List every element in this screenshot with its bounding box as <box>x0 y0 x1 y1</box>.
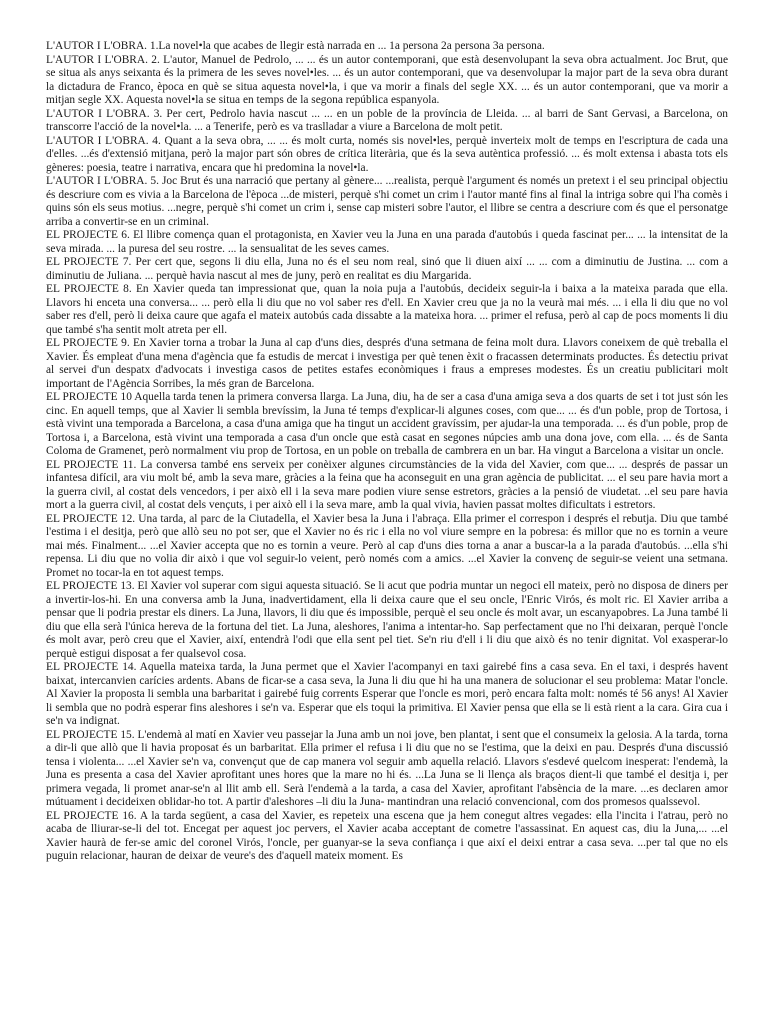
paragraph-projecte-12: EL PROJECTE 12. Una tarda, al parc de la Ciutadella, el Xavier besa la Juna i l'abraça. Ella primer el correspon i després el rebutja. Diu que també l'estima i el desitja, però que allò seu no pot ser, que el Xavier no és ric i ella no vol viure sempre en la pobresa: és millor que no es tornin a veure mai més. Finalment... ...el Xavier accepta que no es tornin a veure. Però al cap d'uns dies torna a anar a buscar-la a la parada d'autobús. ...ella s'hi repensa. Li diu que no volia dir això i que vol seguir-lo veient, però només com a amics. ...el Xavier la convenç de seguir-se veient una setmana. Promet no tocar-la en tot aquest temps. <box>46 512 728 579</box>
paragraph-autor-4: L'AUTOR I L'OBRA. 4. Quant a la seva obra, ... ... és molt curta, només sis novel•les, perquè inverteix molt de temps en l'escriptura de cada una d'elles. ...és d'extensió mitjana, però la major part són obres de crítica literària, que és la seva autèntica professió. ... és molt extensa i abasta tots els gèneres: poesia, teatre i narrativa, encara que hi predomina la novel•la. <box>46 134 728 174</box>
paragraph-autor-2: L'AUTOR I L'OBRA. 2. L'autor, Manuel de Pedrolo, ... ... és un autor contemporani, que està desenvolupant la seva obra actualment. Joc Brut, que se situa als anys seixanta és la primera de les seves novel•les. ... és un autor contemporani, que va desenvolupar la major part de la seva obra durant la dictadura de Franco, època en què se situa aquesta novel•la, i que va morir a finals del segle XX. ... és un autor contemporani, que va morir a mitjan segle XX. Aquesta novel•la se situa en temps de la segona república espanyola. <box>46 53 728 106</box>
paragraph-projecte-13: EL PROJECTE 13. El Xavier vol superar com sigui aquesta situació. Se li acut que podria muntar un negoci ell mateix, però no disposa de diners per a invertir-los-hi. En una conversa amb la Juna, inadvertidament, ella li deixa caure que el seu oncle, l'Enric Virós, és molt ric. El Xavier arriba a pensar que li podria prestar els diners. La Juna, llavors, li diu que és impossible, perquè el seu oncle és molt avar, un escanyapobres. La Juna també li diu que ella serà l'única hereva de la fortuna del tiet. La Juna, aleshores, l'anima a intentar-ho. Sap perfectament que no l'hi deixaran, perquè l'oncle és molt avar, però creu que el Xavier, així, entendrà l'odi que ella sent pel tiet. Se'n riu d'ell i li diu que això és no tenir dignitat. Vol exasperar-lo perquè estigui disposat a fer qualsevol cosa. <box>46 580 728 660</box>
paragraph-projecte-11: EL PROJECTE 11. La conversa també ens serveix per conèixer algunes circumstàncies de la vida del Xavier, com que... ... després de passar un infantesa difícil, ara viu molt bé, amb la seva mare, gràcies a la feina que ha aconseguit en una gran agència de publicitat. ... el seu pare havia mort a la guerra civil, al costat dels vencedors, i per això ell i la seva mare podien viure sense estretors, gràcies a la pensió de viudetat. ..el seu pare havia mort a la guerra civil, al costat dels vençuts, i per això ell i la seva mare, amb la qual vivia, havien passat moltes dificultats i estretors. <box>46 458 728 511</box>
paragraph-projecte-7: EL PROJECTE 7. Per cert que, segons li diu ella, Juna no és el seu nom real, sinó que li diuen així ... ... com a diminutiu de Justina. ... com a diminutiu de Juliana. ... perquè havia nascut al mes de juny, però en realitat es diu Margarida. <box>46 256 728 282</box>
paragraph-projecte-15: EL PROJECTE 15. L'endemà al matí en Xavier veu passejar la Juna amb un noi jove, ben plantat, i sent que el consumeix la gelosia. A la tarda, torna a dir-li que allò que li havia proposat és un barbaritat. Ella primer el refusa i li diu que no se l'estima, que la deixi en pau. Després d'una discussió tensa i violenta... ...el Xavier se'n va, convençut que de cap manera vol seguir amb aquella relació. Llavors s'esdevé quelcom inesperat: l'endemà, la Juna es presenta a casa del Xavier aprofitant unes hores que la mare no hi és. ...La Juna se li llença als braços dient-li que també el desitja i, per primera vegada, li promet anar-se'n al llit amb ell. Serà l'endemà a la tarda, a casa del Xavier, aprofitant l'absència de la mare. ...es declaren amor mútuament i decideixen oblidar-ho tot. A partir d'aleshores –li diu la Juna- mantindran una relació convencional, com dos promesos qualssevol. <box>46 728 728 808</box>
paragraph-autor-3: L'AUTOR I L'OBRA. 3. Per cert, Pedrolo havia nascut ... ... en un poble de la província de Lleida. ... al barri de Sant Gervasi, a Barcelona, on transcorre l'acció de la novel•la. ... a Tenerife, però es va traslladar a viure a Barcelona de molt petit. <box>46 107 728 133</box>
paragraph-projecte-6: EL PROJECTE 6. El llibre comença quan el protagonista, en Xavier veu la Juna en una parada d'autobús i queda fascinat per... ... la intensitat de la seva mirada. ... la puresa del seu rostre. ... la sensualitat de les seves cames. <box>46 229 728 255</box>
paragraph-projecte-16: EL PROJECTE 16. A la tarda següent, a casa del Xavier, es repeteix una escena que ja hem conegut altres vegades: ella l'incita i l'atrau, però no acaba de lliurar-se-li del tot. Encegat per aquest joc pervers, el Xavier acaba acceptant de cometre l'assassinat. En aquest cas, diu la Juna,... ...el Xavier haurà de fer-se amic del coronel Virós, l'oncle, per guanyar-se la seva confiança i que així el deixi entrar a casa seva. ...per tal que no els puguin relacionar, hauran de deixar de veure's des d'aquell mateix moment. Es <box>46 809 728 862</box>
paragraph-projecte-10: EL PROJECTE 10 Aquella tarda tenen la primera conversa llarga. La Juna, diu, ha de ser a casa d'una amiga seva a dos quarts de set i tot just són les cinc. En aquell temps, que al Xavier li sembla brevíssim, la Juna té temps d'explicar-li algunes coses, com que... ... és d'un poble, prop de Tortosa, i està vivint una temporada a Barcelona, a casa d'una amiga que ha tingut un accident gravíssim, per ajudar-la una temporada. ... és d'un poble, prop de Tortosa i, a Barcelona, està vivint una temporada a casa d'un oncle que està casat en segones núpcies amb una dona jove, com ella. ... és de Santa Coloma de Gramenet, però normalment viu prop de Tortosa, en un poble on treballa de cambrera en un bar. Ha vingut a Barcelona a visitar un oncle. <box>46 391 728 457</box>
paragraph-projecte-9: EL PROJECTE 9. En Xavier torna a trobar la Juna al cap d'uns dies, després d'una setmana de feina molt dura. Llavors coneixem de què treballa el Xavier. És empleat d'una mena d'agència que fa estudis de mercat i investiga per què tenen èxit o fracassen determinats productes. És detectiu privat al servei d'un despatx d'advocats i investiga casos de petites estafes econòmiques i fraus a empreses modestes. És un creatiu publicitari molt important de l'Agència Sorribes, la més gran de Barcelona. <box>46 337 728 390</box>
paragraph-autor-5: L'AUTOR I L'OBRA. 5. Joc Brut és una narració que pertany al gènere... ...realista, perquè l'argument és només un pretext i el seu principal objectiu és descriure com es vivia a la Barcelona de l'època ...de misteri, perquè s'hi comet un crim i l'autor manté fins al final la intriga sobre qui l'ha comès i quins són els seus motius. ...negre, perquè s'hi comet un crim i, sense cap misteri sobre l'autor, el llibre se centra a descriure com és que el personatge arriba a convertir-se en un criminal. <box>46 175 728 228</box>
paragraph-autor-1: L'AUTOR I L'OBRA. 1.La novel•la que acabes de llegir està narrada en ... 1a persona 2a persona 3a persona. <box>46 40 545 52</box>
paragraph-projecte-14: EL PROJECTE 14. Aquella mateixa tarda, la Juna permet que el Xavier l'acompanyi en taxi gairebé fins a casa seva. En el taxi, i després havent baixat, intercanvien carícies ardents. Abans de ficar-se a casa seva, la Juna li diu que hi ha una manera de solucionar el seu problema: Matar l'oncle. Al Xavier la proposta li sembla una barbaritat i gairebé fuig corrents Esperar que l'oncle es mori, però encara falta molt: només té 56 anys! Al Xavier li sembla que no podrà esperar fins aleshores i se'n va. Esperar que els toqui la primitiva. El Xavier pensa que ella se li està rient a la cara. Gira cua i se'n va indignat. <box>46 661 728 727</box>
paragraph-projecte-8: EL PROJECTE 8. En Xavier queda tan impressionat que, quan la noia puja a l'autobús, decideix seguir-la i baixa a la mateixa parada que ella. Llavors hi enceta una conversa... ... però ella li diu que no vol saber res d'ell. En Xavier creu que ja no la veurà mai més. ... i ella li diu que no vol saber res d'ell, però li deixa caure que agafa el mateix autobús cada dissabte a la mateixa hora. ... primer el refusa, però al cap de pocs moments li diu que també s'ha sentit molt atreta per ell. <box>46 283 728 336</box>
